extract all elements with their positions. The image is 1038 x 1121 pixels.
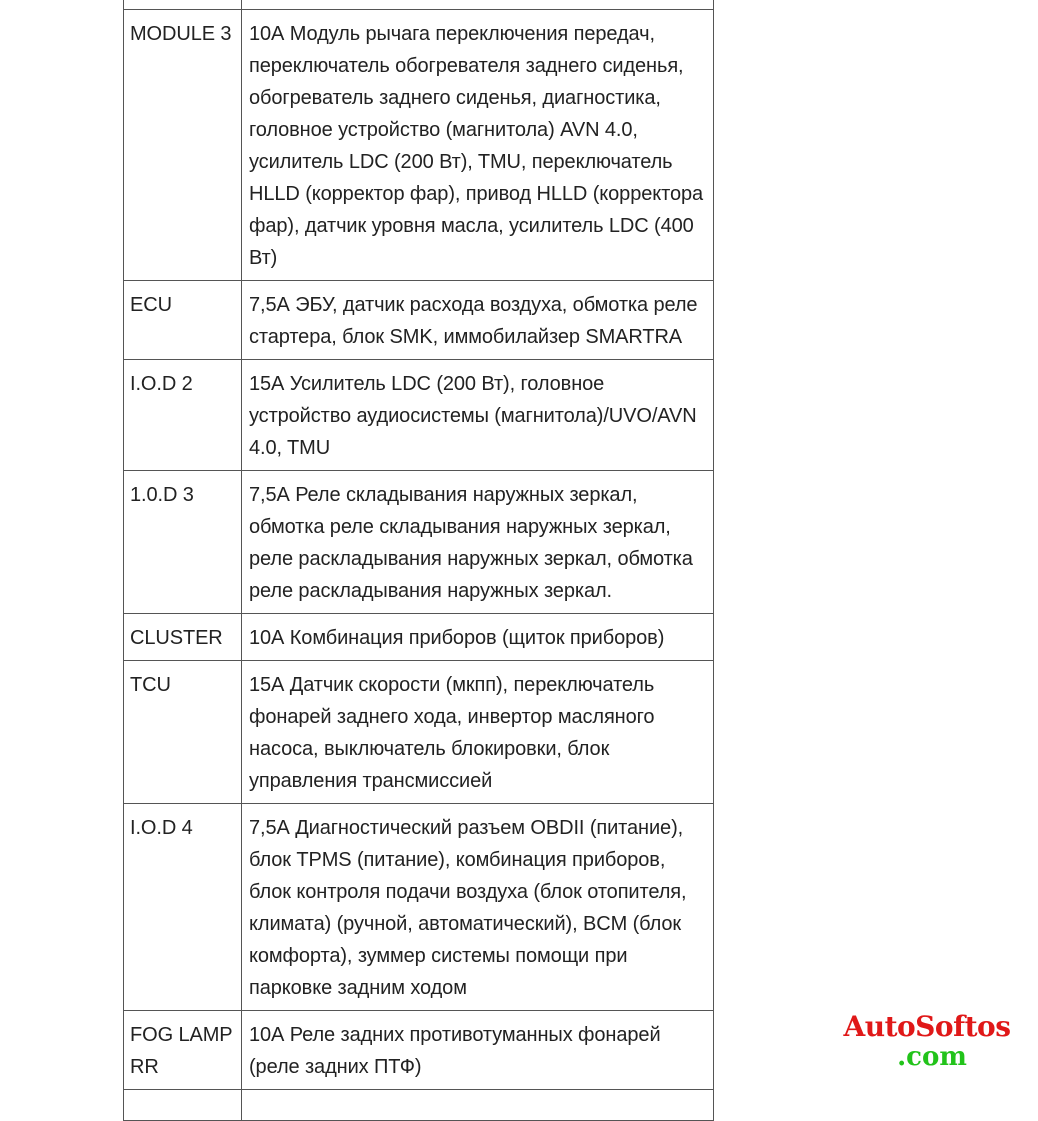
fuse-name-cell: MODULE 3 (124, 10, 242, 281)
fuse-description-cell: 7,5А Диагностический разъем OBDII (питание), блок TPMS (питание), комбинация приборов, блок контроля подачи воздуха (блок отопителя, климата) (ручной, автоматический), BCM (блок комфорта), зуммер системы помощи при парковке задним ходом (242, 804, 714, 1011)
table-row (124, 0, 714, 10)
fuse-description-cell: 15А Датчик скорости (мкпп), переключатель фонарей заднего хода, инвертор масляного насоса, выключатель блокировки, блок управления трансмиссией (242, 661, 714, 804)
table-row (124, 1090, 714, 1121)
table-row (124, 1011, 714, 1090)
fuse-table (123, 0, 714, 1121)
fuse-name-cell (124, 0, 242, 10)
fuse-name-cell: I.O.D 4 (124, 804, 242, 1011)
fuse-description-cell: 10А Комбинация приборов (щиток приборов) (242, 614, 714, 661)
table-row (124, 471, 714, 614)
fuse-description-cell (242, 1090, 714, 1121)
fuse-description-cell: 7,5А Реле складывания наружных зеркал, обмотка реле складывания наружных зеркал, реле раскладывания наружных зеркал, обмотка реле раскладывания наружных зеркал. (242, 471, 714, 614)
watermark-logo (832, 1012, 1022, 1072)
fuse-name-cell: CLUSTER (124, 614, 242, 661)
table-row (124, 281, 714, 360)
fuse-name-cell: I.O.D 2 (124, 360, 242, 471)
table-row (124, 661, 714, 804)
fuse-name-cell: 1.0.D 3 (124, 471, 242, 614)
watermark-brand: AutoSoftos (843, 1010, 1011, 1043)
watermark-domain: .com (897, 1042, 967, 1072)
fuse-description-cell: 15А Усилитель LDC (200 Вт), головное устройство аудиосистемы (магнитола)/UVO/AVN 4.0, TMU (242, 360, 714, 471)
fuse-description-cell: 7,5А ЭБУ, датчик расхода воздуха, обмотка реле стартера, блок SMK, иммобилайзер SMARTRA (242, 281, 714, 360)
fuse-name-cell: ECU (124, 281, 242, 360)
table-row (124, 804, 714, 1011)
fuse-description-cell: 10А Реле задних противотуманных фонарей (реле задних ПТФ) (242, 1011, 714, 1090)
fuse-description-cell (242, 0, 714, 10)
fuse-name-cell (124, 1090, 242, 1121)
table-row (124, 360, 714, 471)
table-row (124, 10, 714, 281)
table-row (124, 614, 714, 661)
fuse-name-cell: FOG LAMP RR (124, 1011, 242, 1090)
fuse-name-cell: TCU (124, 661, 242, 804)
fuse-description-cell: 10А Модуль рычага переключения передач, переключатель обогревателя заднего сиденья, обогреватель заднего сиденья, диагностика, головное устройство (магнитола) AVN 4.0, усилитель LDC (200 Вт), TMU, переключатель HLLD (корректор фар), привод HLLD (корректора фар), датчик уровня масла, усилитель LDC (400 Вт) (242, 10, 714, 281)
